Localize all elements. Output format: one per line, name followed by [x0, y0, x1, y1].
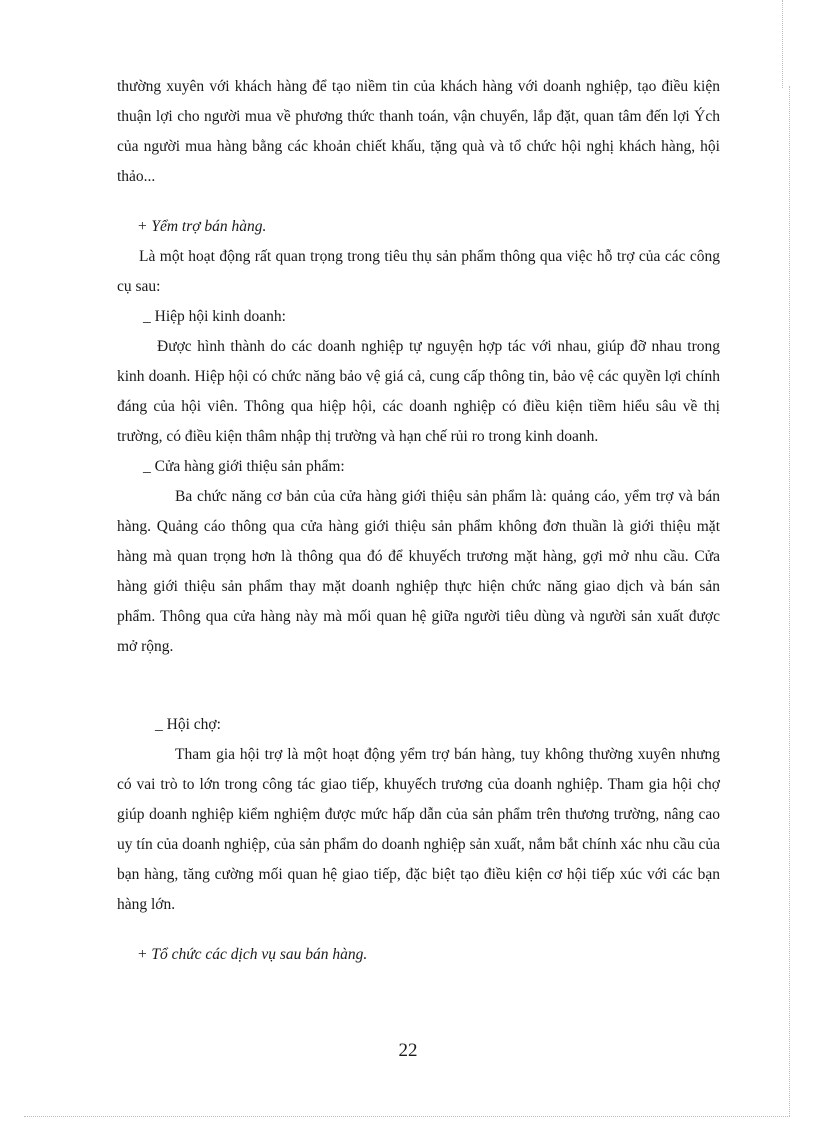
heading-after-sales-service: + Tổ chức các dịch vụ sau bán hàng.	[137, 946, 368, 963]
page-frame-bottom	[24, 1116, 790, 1117]
paragraph-sales-support: Là một hoạt động rất quan trọng trong tiêu thụ sản phẩm thông qua việc hỗ trợ của các công cụ sau:	[117, 248, 720, 295]
page-number: 22	[398, 1040, 418, 1061]
page-frame-top	[782, 0, 783, 88]
heading-sales-support: + Yểm trợ bán hàng.	[137, 218, 267, 235]
subheading-trade-fair: _ Hội chợ:	[155, 716, 221, 733]
paragraph-customer-relations: thường xuyên với khách hàng để tạo niềm tin của khách hàng với doanh nghiệp, tạo điều kiện thuận lợi cho người mua về phương thức thanh toán, vận chuyển, lắp đặt, quan tâm đến lợi Ých của người mua hàng bằng các khoản chiết khấu, tặng quà và tổ chức hội nghị khách hàng, hội thảo...	[117, 78, 720, 185]
subheading-showroom: _ Cửa hàng giới thiệu sản phẩm:	[143, 458, 345, 475]
subheading-business-association: _ Hiệp hội kinh doanh:	[143, 308, 286, 325]
page-frame-right	[789, 86, 790, 1116]
paragraph-showroom: Ba chức năng cơ bản của cửa hàng giới thiệu sản phẩm là: quảng cáo, yểm trợ và bán hàng. Quảng cáo thông qua cửa hàng giới thiệu sản phẩm không đơn thuần là giới thiệu mặt hàng mà quan trọng hơn là thông qua đó để khuyếch trương mặt hàng, gợi mở nhu cầu. Cửa hàng giới thiệu sản phẩm thay mặt doanh nghiệp thực hiện chức năng giao dịch và bán sản phẩm. Thông qua cửa hàng này mà mối quan hệ giữa người tiêu dùng và người sản xuất được mở rộng.	[117, 488, 720, 655]
paragraph-trade-fair: Tham gia hội trợ là một hoạt động yểm trợ bán hàng, tuy không thường xuyên nhưng có vai trò to lớn trong công tác giao tiếp, khuyếch trương của doanh nghiệp. Tham gia hội chợ giúp doanh nghiệp kiểm nghiệm được mức hấp dẫn của sản phẩm trên thương trường, nâng cao uy tín của doanh nghiệp, của sản phẩm do doanh nghiệp sản xuất, nắm bắt chính xác nhu cầu của bạn hàng, tăng cường mối quan hệ giao tiếp, đặc biệt tạo điều kiện cơ hội tiếp xúc với các bạn hàng lớn.	[117, 746, 720, 913]
document-body	[117, 72, 720, 970]
paragraph-business-association: Được hình thành do các doanh nghiệp tự nguyện hợp tác với nhau, giúp đỡ nhau trong kinh doanh. Hiệp hội có chức năng bảo vệ giá cả, cung cấp thông tin, bảo vệ các quyền lợi chính đáng của hội viên. Thông qua hiệp hội, các doanh nghiệp có điều kiện tiềm hiểu sâu về thị trường, có điều kiện thâm nhập thị trường và hạn chế rủi ro trong kinh doanh.	[117, 338, 720, 445]
